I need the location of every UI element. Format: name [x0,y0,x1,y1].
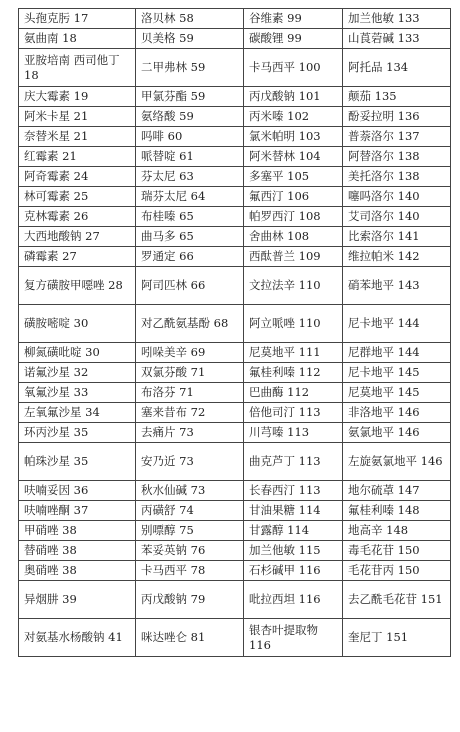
index-entry: 诺氟沙星 32 [19,363,136,383]
index-entry: 吗啡 60 [136,127,244,147]
index-row [19,581,451,619]
index-entry: 尼莫地平 145 [343,383,451,403]
index-entry: 巴曲酶 112 [244,383,343,403]
index-entry: 石杉碱甲 116 [244,561,343,581]
index-entry: 氨络酸 59 [136,107,244,127]
index-row [19,267,451,305]
index-entry: 艾司洛尔 140 [343,207,451,227]
index-entry: 布桂嗪 65 [136,207,244,227]
index-row [19,443,451,481]
index-row [19,167,451,187]
index-entry: 别嘌醇 75 [136,521,244,541]
index-entry: 安乃近 73 [136,443,244,481]
index-entry: 酚妥拉明 136 [343,107,451,127]
index-entry: 毒毛花苷 150 [343,541,451,561]
index-row [19,305,451,343]
index-entry: 甲氯芬酯 59 [136,87,244,107]
index-row [19,481,451,501]
index-entry: 咪达唑仑 81 [136,619,244,657]
index-entry: 阿米替林 104 [244,147,343,167]
index-entry: 吡拉西坦 116 [244,581,343,619]
index-entry: 氟桂利嗪 112 [244,363,343,383]
index-row [19,383,451,403]
index-entry: 阿米卡星 21 [19,107,136,127]
index-entry: 洛贝林 58 [136,9,244,29]
index-entry: 大西地酸钠 27 [19,227,136,247]
index-entry: 加兰他敏 133 [343,9,451,29]
index-row [19,9,451,29]
index-entry: 磷霉素 27 [19,247,136,267]
index-entry: 舍曲林 108 [244,227,343,247]
index-entry: 尼卡地平 144 [343,305,451,343]
index-entry: 文拉法辛 110 [244,267,343,305]
index-entry: 柳氮磺吡啶 30 [19,343,136,363]
index-entry: 甘露醇 114 [244,521,343,541]
index-row [19,423,451,443]
index-entry: 秋水仙碱 73 [136,481,244,501]
index-entry: 维拉帕米 142 [343,247,451,267]
index-entry: 对乙酰氨基酚 68 [136,305,244,343]
index-entry: 呋喃唑酮 37 [19,501,136,521]
index-row [19,343,451,363]
index-entry: 丙米嗪 102 [244,107,343,127]
index-entry: 贝美格 59 [136,29,244,49]
index-entry: 氟西汀 106 [244,187,343,207]
index-entry: 毛花苷丙 150 [343,561,451,581]
index-entry: 帕罗西汀 108 [244,207,343,227]
index-row [19,187,451,207]
index-entry: 卡马西平 78 [136,561,244,581]
index-entry: 克林霉素 26 [19,207,136,227]
index-entry: 非洛地平 146 [343,403,451,423]
index-entry: 阿托品 134 [343,49,451,87]
index-entry: 曲马多 65 [136,227,244,247]
index-entry: 氟桂利嗪 148 [343,501,451,521]
index-entry: 瑞芬太尼 64 [136,187,244,207]
index-entry: 比索洛尔 141 [343,227,451,247]
index-row [19,561,451,581]
index-row [19,147,451,167]
index-entry: 庆大霉素 19 [19,87,136,107]
index-entry: 阿替洛尔 138 [343,147,451,167]
index-entry: 美托洛尔 138 [343,167,451,187]
index-entry: 帕珠沙星 35 [19,443,136,481]
index-entry: 川芎嗪 113 [244,423,343,443]
index-row [19,29,451,49]
index-entry: 呋喃妥因 36 [19,481,136,501]
index-entry: 多塞平 105 [244,167,343,187]
index-row [19,541,451,561]
index-entry: 左旋氨氯地平 146 [343,443,451,481]
index-entry: 硝苯地平 143 [343,267,451,305]
index-entry: 奥硝唑 38 [19,561,136,581]
index-entry: 红霉素 21 [19,147,136,167]
index-row [19,247,451,267]
index-entry: 加兰他敏 115 [244,541,343,561]
index-entry: 林可霉素 25 [19,187,136,207]
drug-index-body [19,9,451,657]
index-entry: 颠茄 135 [343,87,451,107]
index-entry: 卡马西平 100 [244,49,343,87]
index-entry: 曲克芦丁 113 [244,443,343,481]
index-entry: 对氨基水杨酸钠 41 [19,619,136,657]
index-entry: 去痛片 73 [136,423,244,443]
index-entry: 地高辛 148 [343,521,451,541]
index-entry: 塞来昔布 72 [136,403,244,423]
index-entry: 地尔硫䓬 147 [343,481,451,501]
index-entry: 二甲弗林 59 [136,49,244,87]
index-entry: 尼莫地平 111 [244,343,343,363]
index-entry: 氨曲南 18 [19,29,136,49]
index-row [19,107,451,127]
index-entry: 环丙沙星 35 [19,423,136,443]
index-row [19,127,451,147]
index-row [19,403,451,423]
index-entry: 尼群地平 144 [343,343,451,363]
index-entry: 普萘洛尔 137 [343,127,451,147]
index-entry: 甘油果糖 114 [244,501,343,521]
index-entry: 氨氯地平 146 [343,423,451,443]
index-entry: 丙戊酸钠 101 [244,87,343,107]
index-row [19,49,451,87]
index-entry: 苯妥英钠 76 [136,541,244,561]
index-entry: 倍他司汀 113 [244,403,343,423]
index-entry: 复方磺胺甲噁唑 28 [19,267,136,305]
index-entry: 噻吗洛尔 140 [343,187,451,207]
index-row [19,619,451,657]
index-row [19,501,451,521]
index-entry: 奎尼丁 151 [343,619,451,657]
index-entry: 碳酸锂 99 [244,29,343,49]
index-entry: 芬太尼 63 [136,167,244,187]
index-row [19,227,451,247]
index-entry: 奈替米星 21 [19,127,136,147]
index-entry: 长春西汀 113 [244,481,343,501]
index-entry: 替硝唑 38 [19,541,136,561]
index-entry: 左氧氟沙星 34 [19,403,136,423]
index-entry: 阿司匹林 66 [136,267,244,305]
index-entry: 吲哚美辛 69 [136,343,244,363]
index-entry: 丙磺舒 74 [136,501,244,521]
drug-index-table [18,8,451,657]
index-entry: 头孢克肟 17 [19,9,136,29]
index-entry: 阿奇霉素 24 [19,167,136,187]
index-entry: 亚胺培南 西司他丁 18 [19,49,136,87]
index-entry: 银杏叶提取物 116 [244,619,343,657]
index-entry: 布洛芬 71 [136,383,244,403]
index-entry: 去乙酰毛花苷 151 [343,581,451,619]
index-entry: 西酞普兰 109 [244,247,343,267]
index-row [19,207,451,227]
index-row [19,363,451,383]
index-entry: 罗通定 66 [136,247,244,267]
index-entry: 丙戊酸钠 79 [136,581,244,619]
index-entry: 氯米帕明 103 [244,127,343,147]
index-entry: 阿立哌唑 110 [244,305,343,343]
index-entry: 尼卡地平 145 [343,363,451,383]
index-entry: 甲硝唑 38 [19,521,136,541]
index-row [19,87,451,107]
index-entry: 谷维素 99 [244,9,343,29]
index-entry: 异烟肼 39 [19,581,136,619]
index-row [19,521,451,541]
index-entry: 山莨菪碱 133 [343,29,451,49]
index-entry: 哌替啶 61 [136,147,244,167]
index-entry: 氧氟沙星 33 [19,383,136,403]
index-entry: 磺胺嘧啶 30 [19,305,136,343]
index-entry: 双氯芬酸 71 [136,363,244,383]
